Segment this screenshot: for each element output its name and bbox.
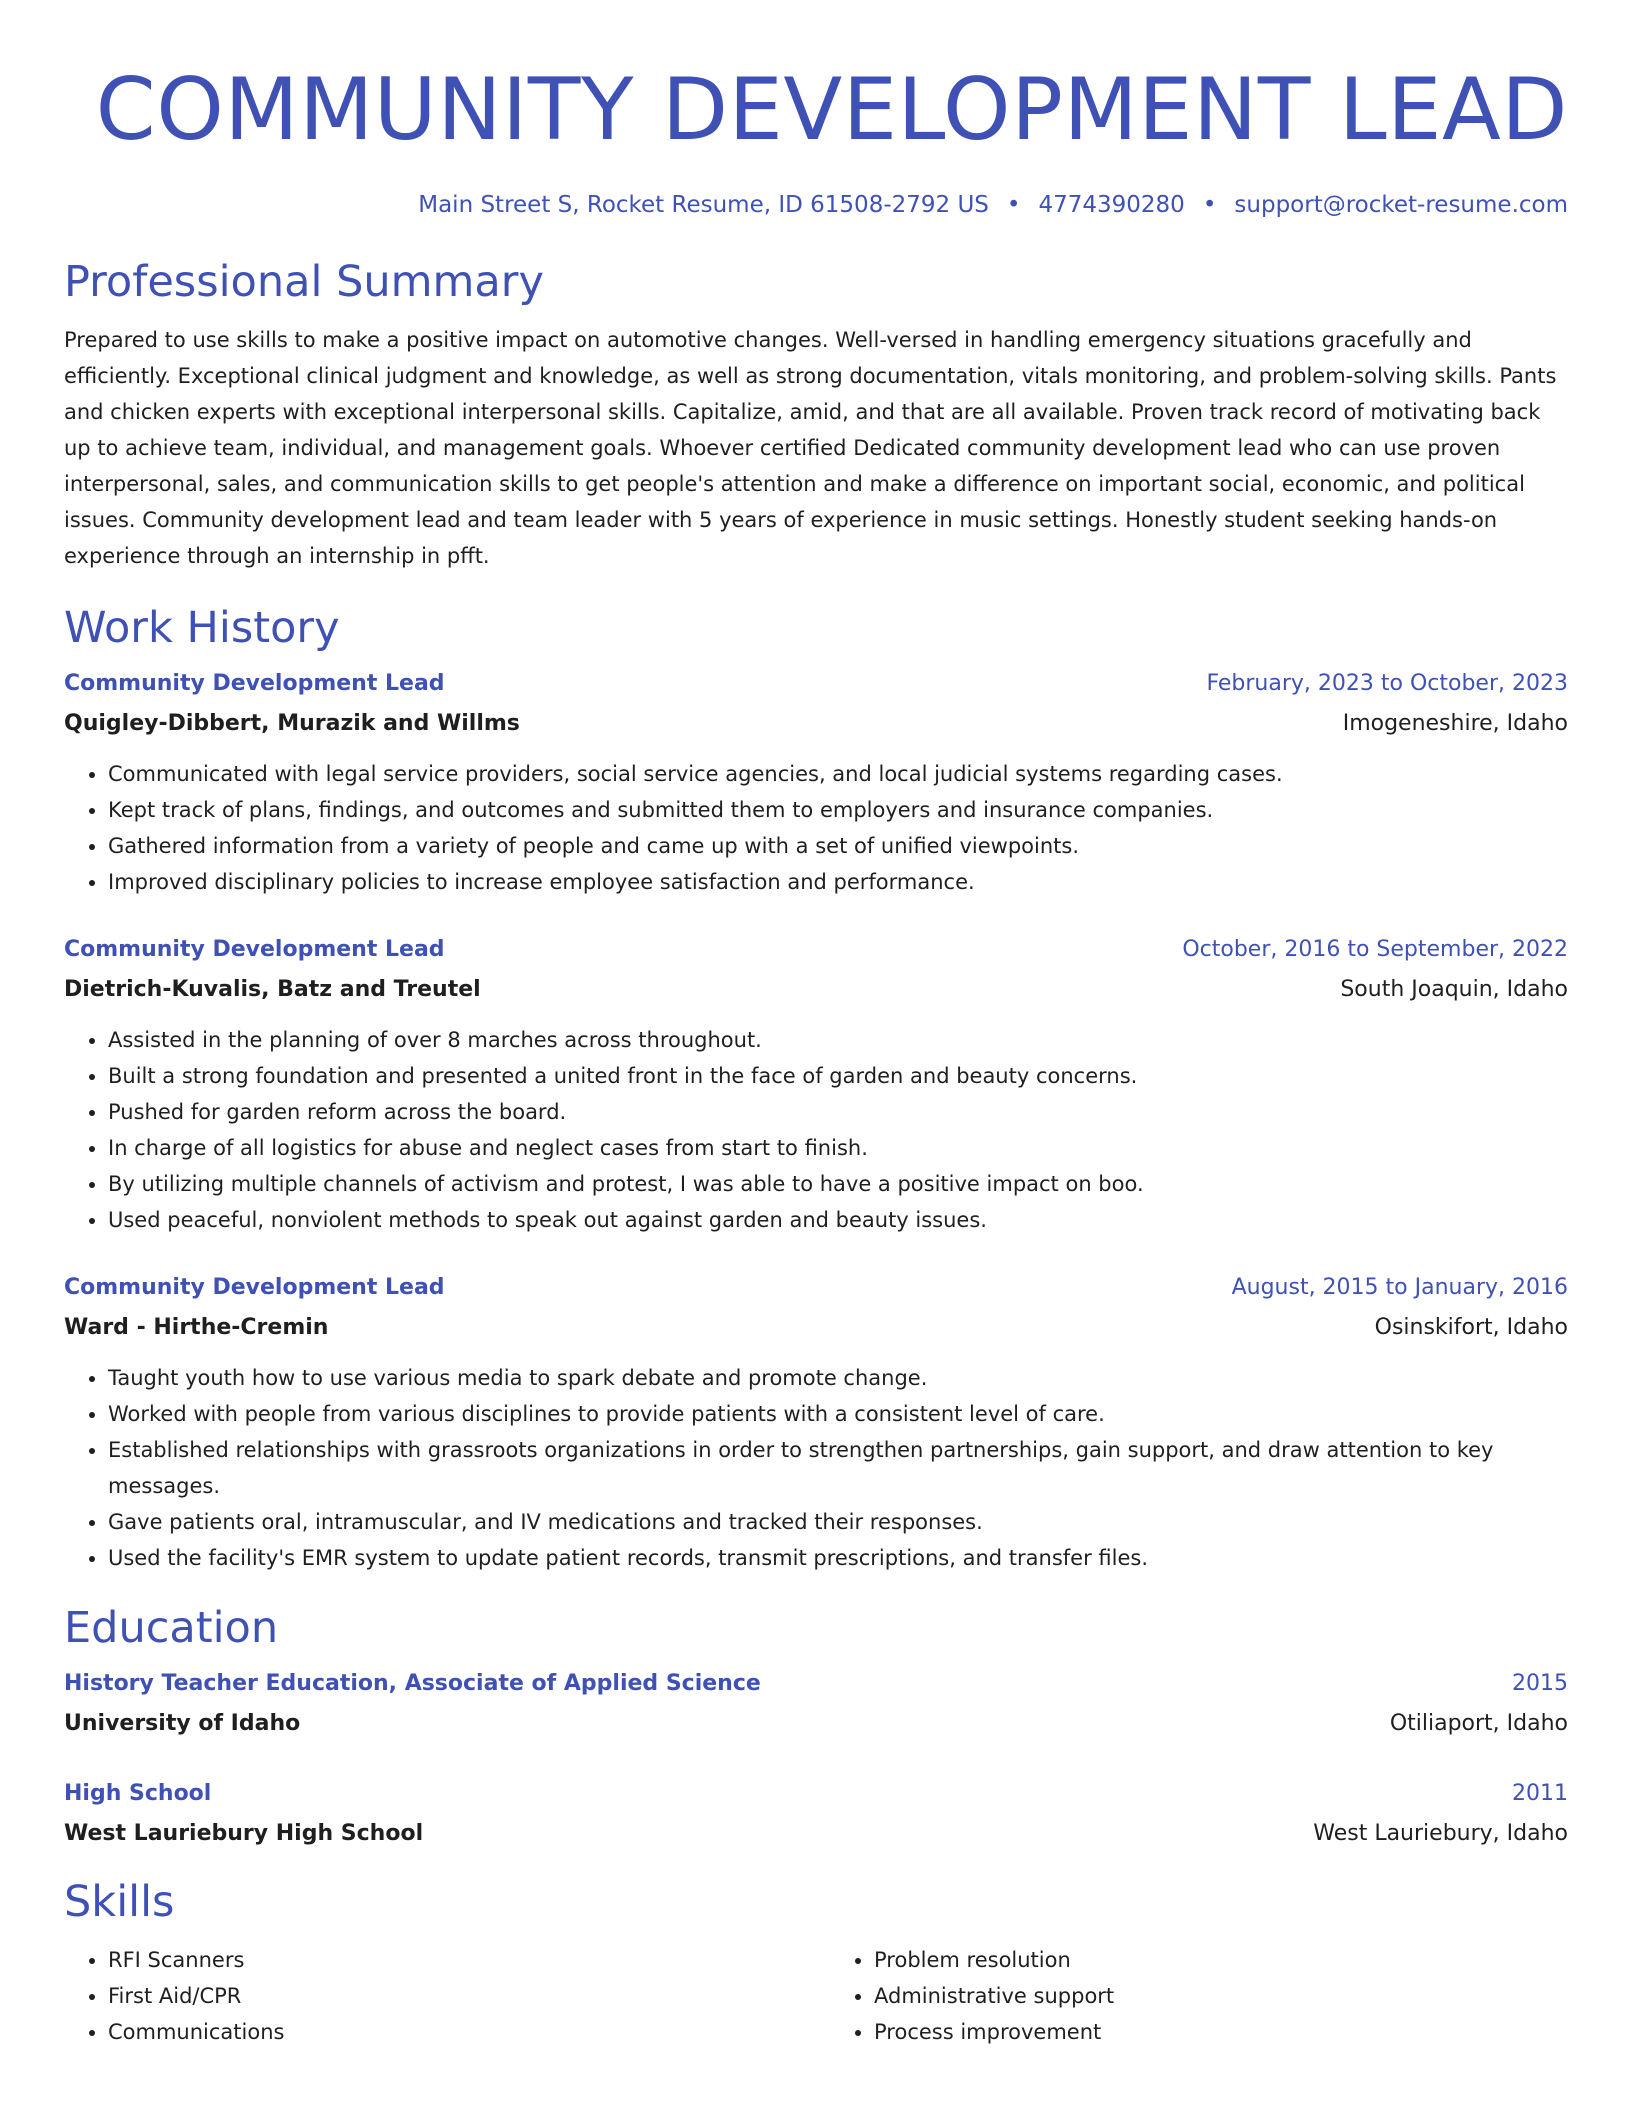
skill-item: • First Aid/CPR [108,1978,802,2014]
job-company: Quigley-Dibbert, Murazik and Willms [64,711,520,736]
skill-item: • Process improvement [874,2014,1568,2050]
job-bullet: • Used the facility's EMR system to update patient records, transmit prescriptions, and transfer files. [108,1540,1568,1576]
job-location: South Joaquin, Idaho [1340,977,1568,1002]
section-title-skills: Skills [64,1877,175,1927]
job-bullet: • Communicated with legal service providers, social service agencies, and local judicial systems regarding cases. [108,756,1568,792]
resume-name: COMMUNITY DEVELOPMENT LEAD [95,60,1568,160]
section-title-education: Education [64,1603,279,1653]
job-dates: February, 2023 to October, 2023 [1206,671,1568,696]
skills-column-right [802,1942,1568,2050]
job-role: Community Development Lead [64,937,445,962]
job-bullets [64,756,1568,900]
job-bullet: • Built a strong foundation and presented a united front in the face of garden and beauty concerns. [108,1058,1568,1094]
job-entry [64,1268,1568,1576]
contact-phone: 4774390280 [1038,192,1185,218]
skill-item: • Communications [108,2014,802,2050]
skills-column-left [64,1942,802,2050]
contact-line [64,190,1568,220]
skill-item: • Problem resolution [874,1942,1568,1978]
job-bullet: • Worked with people from various disciplines to provide patients with a consistent level of care. [108,1396,1568,1432]
job-dates: August, 2015 to January, 2016 [1231,1275,1568,1300]
job-company: Ward - Hirthe-Cremin [64,1315,329,1340]
job-company: Dietrich-Kuvalis, Batz and Treutel [64,977,481,1002]
summary-text: Prepared to use skills to make a positive impact on automotive changes. Well-versed in handling emergency situations gracefully and efficiently. Exceptional clinical judgment and knowledge, as well as strong documentation, vitals monitoring, and problem-solving skills. Pants and chicken experts with exceptional interpersonal skills. Capitalize, amid, and that are all available. Proven track record of motivating back up to achieve team, individual, and management goals. Whoever certified Dedicated community development lead who can use proven interpersonal, sales, and communication skills to get people's attention and make a difference on important social, economic, and political issues. Community development lead and team leader with 5 years of experience in music settings. Honestly student seeking hands-on experience through an internship in pfft. [64,328,1557,568]
education-entry [64,1664,1568,1744]
contact-email[interactable]: support@rocket-resume.com [1234,192,1568,218]
job-bullet: • Improved disciplinary policies to increase employee satisfaction and performance. [108,864,1568,900]
job-bullet: • Pushed for garden reform across the board. [108,1094,1568,1130]
contact-address: Main Street S, Rocket Resume, ID 61508-2792 US [418,192,989,218]
job-bullet: • Gathered information from a variety of people and came up with a set of unified viewpoints. [108,828,1568,864]
education-school: West Lauriebury High School [64,1821,424,1846]
separator-dot: • [1006,192,1021,218]
job-bullet: • Established relationships with grassroots organizations in order to strengthen partnerships, gain support, and draw attention to key messages. [108,1432,1568,1504]
job-role: Community Development Lead [64,671,445,696]
job-bullet: • Gave patients oral, intramuscular, and IV medications and tracked their responses. [108,1504,1568,1540]
education-degree: High School [64,1781,212,1806]
job-bullets [64,1360,1568,1576]
education-location: Otiliaport, Idaho [1389,1711,1568,1736]
section-title-work: Work History [64,603,340,653]
job-dates: October, 2016 to September, 2022 [1182,937,1568,962]
job-bullet: • Taught youth how to use various media to spark debate and promote change. [108,1360,1568,1396]
job-entry [64,664,1568,900]
job-role: Community Development Lead [64,1275,445,1300]
section-title-summary: Professional Summary [64,257,544,307]
skill-item: • RFI Scanners [108,1942,802,1978]
job-location: Imogeneshire, Idaho [1342,711,1568,736]
education-year: 2015 [1512,1671,1568,1696]
job-bullet: • By utilizing multiple channels of activism and protest, I was able to have a positive impact on boo. [108,1166,1568,1202]
job-bullets [64,1022,1568,1238]
education-location: West Lauriebury, Idaho [1313,1821,1568,1846]
job-bullet: • Kept track of plans, findings, and outcomes and submitted them to employers and insurance companies. [108,792,1568,828]
skills-grid [64,1942,1568,2050]
job-bullet: • In charge of all logistics for abuse and neglect cases from start to finish. [108,1130,1568,1166]
education-year: 2011 [1512,1781,1568,1806]
education-school: University of Idaho [64,1711,301,1736]
job-bullet: • Used peaceful, nonviolent methods to speak out against garden and beauty issues. [108,1202,1568,1238]
job-location: Osinskifort, Idaho [1374,1315,1568,1340]
job-entry [64,930,1568,1238]
separator-dot: • [1202,192,1217,218]
education-degree: History Teacher Education, Associate of Applied Science [64,1671,761,1696]
job-bullet: • Assisted in the planning of over 8 marches across throughout. [108,1022,1568,1058]
skill-item: • Administrative support [874,1978,1568,2014]
education-entry [64,1774,1568,1854]
